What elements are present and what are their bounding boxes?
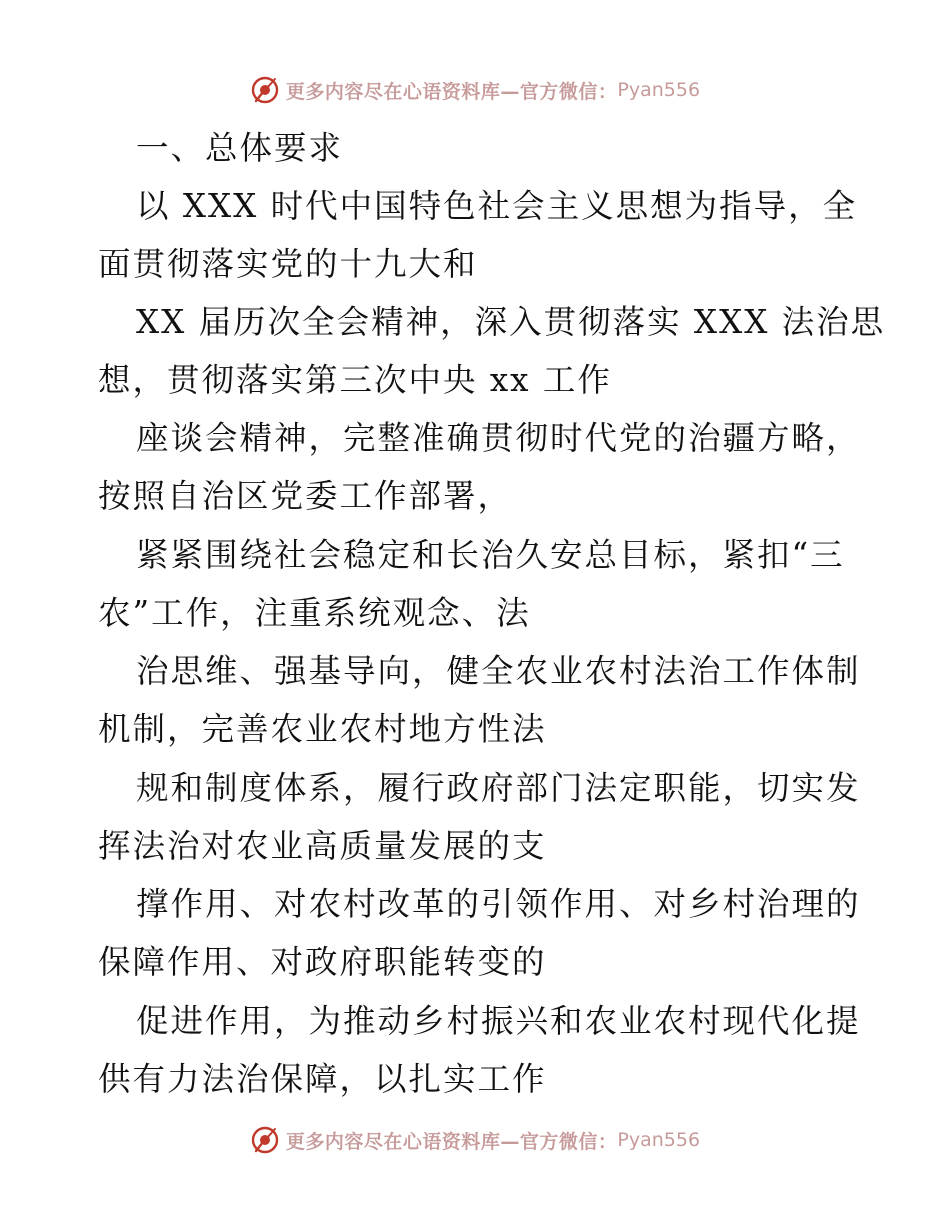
footer-wechat-id: Pyan556 xyxy=(617,1129,701,1151)
paragraph-line: 机制，完善农业农村地方性法 xyxy=(98,710,547,748)
paragraph-line: 撑作用、对农村改革的引领作用、对乡村治理的 xyxy=(136,885,861,923)
footer-banner-text: 更多内容尽在心语资料库—官方微信： xyxy=(285,1130,618,1153)
paragraph-line: 想，贯彻落实第三次中央 xx 工作 xyxy=(98,361,612,399)
header-banner xyxy=(0,70,950,110)
paragraph-line: 座谈会精神，完整准确贯彻时代党的治疆方略， xyxy=(136,419,861,457)
section-heading: 一、总体要求 xyxy=(136,129,344,167)
feather-pen-logo-icon xyxy=(250,75,280,105)
paragraph-line: 面贯彻落实党的十九大和 xyxy=(98,245,478,283)
footer-banner xyxy=(0,1120,950,1160)
paragraph-line: 规和制度体系，履行政府部门法定职能，切实发 xyxy=(136,769,861,807)
paragraph-line: XX 届历次全会精神，深入贯彻落实 XXX 法治思 xyxy=(136,303,886,341)
feather-pen-logo-icon xyxy=(250,1125,280,1155)
paragraph-line: 供有力法治保障，以扎实工作 xyxy=(98,1060,547,1098)
paragraph-line: 农”工作，注重系统观念、法 xyxy=(98,594,531,632)
paragraph-line: 以 XXX 时代中国特色社会主义思想为指导，全 xyxy=(136,187,858,225)
header-banner-text: 更多内容尽在心语资料库—官方微信： xyxy=(285,80,618,103)
paragraph-line: 治思维、强基导向，健全农业农村法治工作体制 xyxy=(136,652,861,690)
paragraph-line: 紧紧围绕社会稳定和长治久安总目标，紧扣“三 xyxy=(136,536,845,574)
header-wechat-id: Pyan556 xyxy=(617,79,701,101)
paragraph-line: 促进作用，为推动乡村振兴和农业农村现代化提 xyxy=(136,1002,861,1040)
paragraph-line: 按照自治区党委工作部署， xyxy=(98,477,513,515)
paragraph-line: 保障作用、对政府职能转变的 xyxy=(98,943,547,981)
paragraph-line: 挥法治对农业高质量发展的支 xyxy=(98,827,547,865)
